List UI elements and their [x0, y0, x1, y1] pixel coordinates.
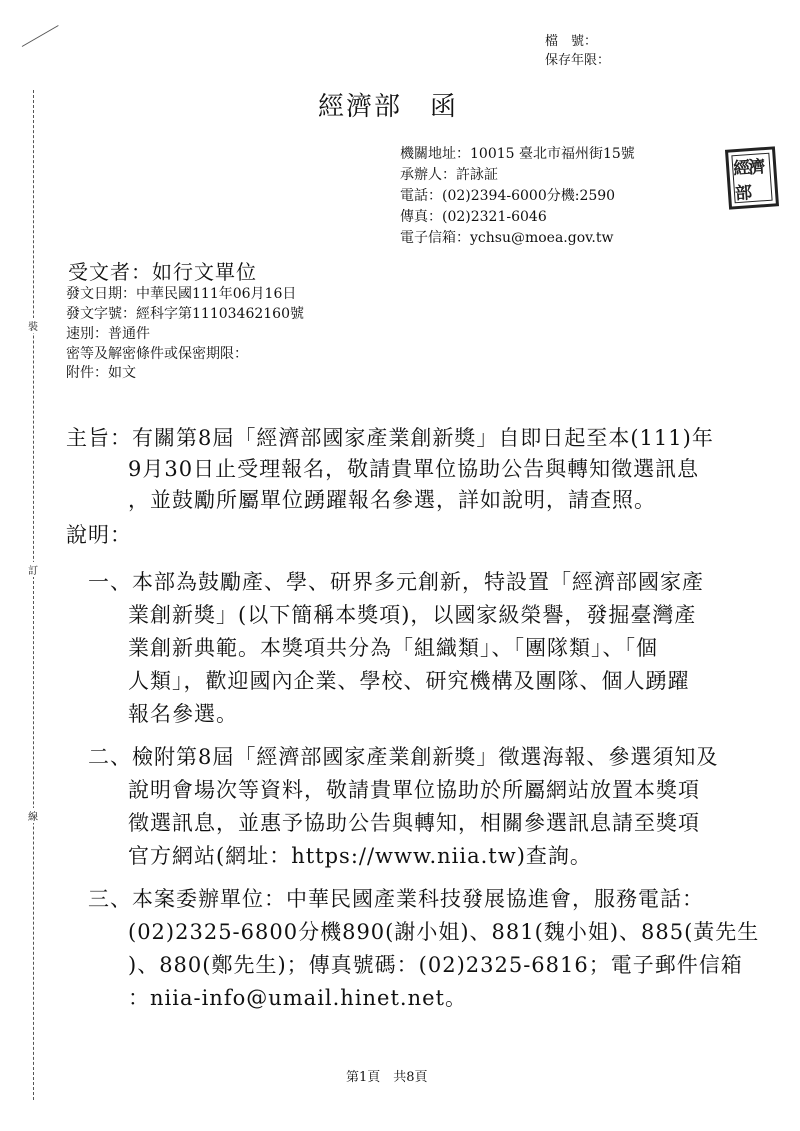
explanation-line: )、880(鄭先生)；傳真號碼：(02)2325-6816；電子郵件信箱	[128, 953, 743, 977]
corner-fold-mark	[22, 25, 59, 47]
margin-mark-bind: 裝	[28, 318, 38, 333]
issue-date: 發文日期：中華民國111年06月16日	[66, 286, 297, 302]
attachment: 附件：如文	[66, 365, 136, 381]
explanation-line: 說明會場次等資料，敬請貴單位協助於所屬網站放置本獎項	[128, 778, 700, 802]
secrecy-condition: 密等及解密條件或保密期限：	[66, 346, 248, 362]
explanation-line: 徵選訊息，並惠予協助公告與轉知，相關參選訊息請至獎項	[128, 811, 700, 835]
handler: 承辦人：許詠証	[400, 167, 498, 183]
file-number-label: 檔 號：	[545, 34, 598, 49]
stamp-text: 經濟部	[731, 153, 772, 204]
agency-address: 機關地址：10015 臺北市福州街15號	[400, 146, 635, 162]
subject-line: 主旨：有關第8屆「經濟部國家產業創新獎」自即日起至本(111)年	[66, 426, 714, 450]
subject-line: 9月30日止受理報名，敬請貴單位協助公告與轉知徵選訊息	[128, 457, 700, 481]
margin-mark-line: 線	[28, 808, 38, 823]
explanation-line: 二、檢附第8屆「經濟部國家產業創新獎」徵選海報、參選須知及	[88, 745, 719, 769]
official-stamp	[725, 146, 779, 209]
fax: 傳真：(02)2321-6046	[400, 209, 547, 225]
subject-line: ，並鼓勵所屬單位踴躍報名參選，詳如說明，請查照。	[128, 488, 656, 512]
speed-class: 速別：普通件	[66, 326, 150, 342]
document-title: 經濟部 函	[318, 92, 459, 122]
retention-label: 保存年限：	[545, 53, 611, 68]
explanation-line: (02)2325-6800分機890(謝小姐)、881(魏小姐)、885(黃先生	[128, 920, 760, 944]
binding-margin-line	[33, 90, 34, 1100]
explanation-line: 官方網站(網址：https://www.niia.tw)查詢。	[128, 844, 592, 868]
email: 電子信箱：ychsu@moea.gov.tw	[400, 230, 614, 246]
recipient: 受文者：如行文單位	[68, 260, 257, 284]
explanation-line: ：niia-info@umail.hinet.net。	[128, 986, 467, 1010]
page-number: 第1頁 共8頁	[346, 1070, 428, 1085]
explanation-line: 業創新獎」(以下簡稱本獎項)，以國家級榮譽，發掘臺灣產	[128, 603, 697, 627]
phone: 電話：(02)2394-6000分機:2590	[400, 188, 616, 204]
explanation-line: 業創新典範。本獎項共分為「組織類」、「團隊類」、「個	[128, 636, 658, 660]
margin-mark-staple: 訂	[28, 562, 38, 577]
explanation-line: 一、本部為鼓勵產、學、研界多元創新，特設置「經濟部國家產	[88, 570, 704, 594]
document-number: 發文字號：經科字第11103462160號	[66, 306, 304, 322]
explanation-line: 報名參選。	[128, 702, 238, 726]
explanation-line: 人類」，歡迎國內企業、學校、研究機構及團隊、個人踴躍	[128, 669, 690, 693]
explanation-line: 三、本案委辦單位：中華民國產業科技發展協進會，服務電話：	[88, 887, 704, 911]
explanation-heading: 說明：	[66, 523, 132, 547]
